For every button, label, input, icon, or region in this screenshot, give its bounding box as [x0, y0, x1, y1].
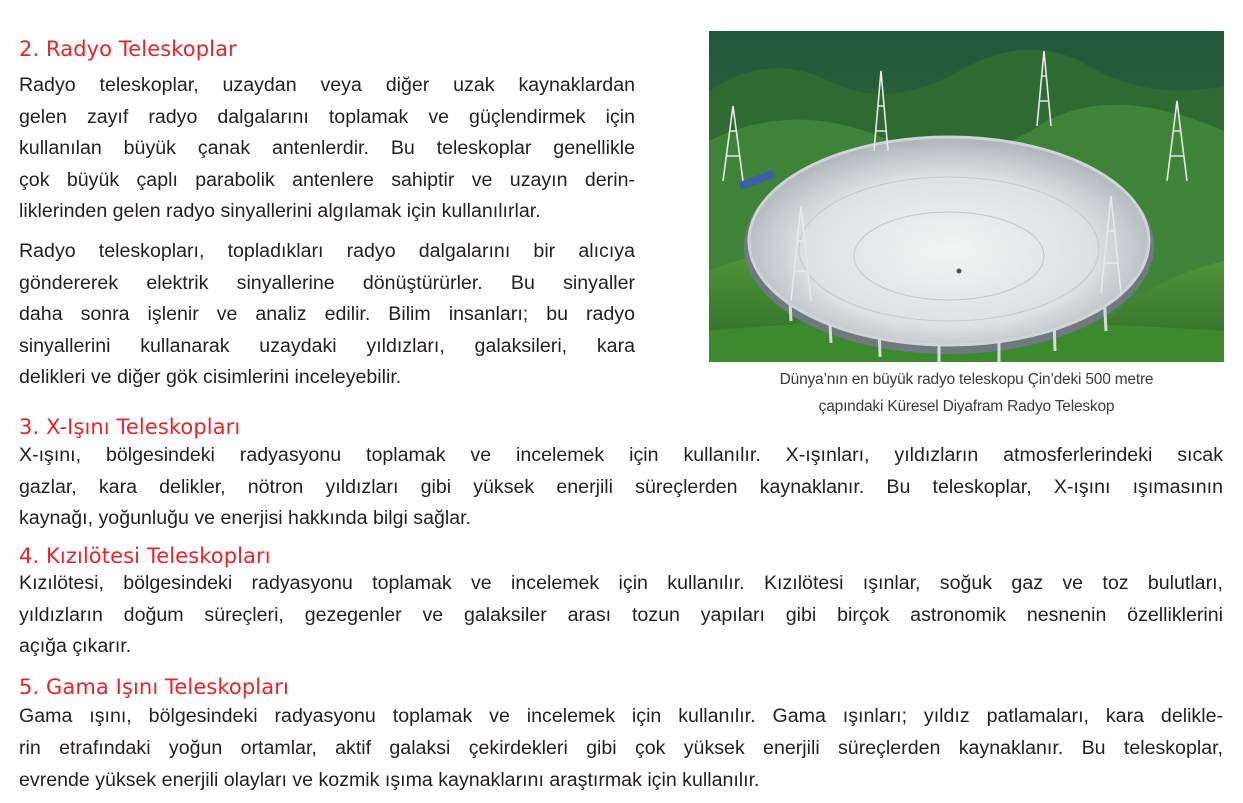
text-line: Kızılötesi, bölgesindeki radyasyonu toplamak ve incelemek için kullanılır. Kızılötesi ışınlar, soğuk gaz ve toz bulutları, [19, 572, 1223, 594]
caption-line: Dünya’nın en büyük radyo teleskopu Çin’deki 500 metre [779, 371, 1154, 388]
text-line: gazlar, kara delikler, nötron yıldızları gibi yüksek enerjili süreçlerden kaynaklanır. Bu teleskoplar, X-ışını ışımasının [19, 475, 1223, 498]
text-line: kullanılan büyük çanak antenlerdir. Bu teleskoplar genellikle [19, 137, 635, 160]
paragraph-infrared [19, 568, 1223, 663]
paragraph-radio-1 [19, 70, 635, 228]
text-line: delikleri ve diğer gök cisimlerini inceleyebilir. [19, 366, 402, 389]
text-line: X-ışını, bölgesindeki radyasyonu toplamak ve incelemek için kullanılır. X-ışınları, yıldızların atmosferlerindeki sıcak [19, 444, 1223, 466]
text-line: sinyallerini kullanarak uzaydaki yıldızları, galaksileri, kara [19, 334, 635, 357]
figure-caption [709, 366, 1224, 420]
text-line: gelen zayıf radyo dalgalarını toplamak ve güçlendirmek için [19, 105, 635, 128]
text-line: liklerinden gelen radyo sinyallerini algılamak için kullanılırlar. [19, 200, 541, 223]
caption-line: çapındaki Küresel Diyafram Radyo Teleskop [818, 398, 1115, 415]
text-line: rin etrafındaki yoğun ortamlar, aktif galaksi çekirdekleri gibi çok yüksek enerjili süreçlerden kaynaklanır. Bu teleskoplar, [19, 737, 1223, 759]
heading-radio-telescopes: 2. Radyo Teleskoplar [19, 37, 237, 61]
text-line: Radyo teleskoplar, uzaydan veya diğer uzak kaynaklardan [19, 74, 635, 96]
text-line: çok büyük çaplı parabolik antenlere sahiptir ve uzayın derin- [19, 168, 635, 191]
paragraph-gamma [19, 700, 1223, 796]
text-line: yıldızların doğum süreçleri, gezegenler ve galaksiler arası tozun yapıları gibi birçok astronomik nesnenin özelliklerini [19, 603, 1223, 626]
text-line: evrende yüksek enerjili olayları ve kozmik ışıma kaynaklarını araştırmak için kullanılır. [19, 769, 760, 791]
heading-infrared-telescopes: 4. Kızılötesi Teleskopları [19, 544, 271, 568]
paragraph-radio-2 [19, 236, 635, 394]
telescope-photo [709, 31, 1224, 362]
heading-gamma-telescopes: 5. Gama Işını Teleskopları [19, 675, 289, 699]
heading-xray-telescopes: 3. X-Işını Teleskopları [19, 415, 241, 439]
paragraph-xray [19, 440, 1223, 535]
text-line: açığa çıkarır. [19, 635, 132, 658]
radio-telescope-illustration [709, 31, 1224, 362]
text-line: daha sonra işlenir ve analiz edilir. Bilim insanları; bu radyo [19, 303, 635, 326]
text-line: Gama ışını, bölgesindeki radyasyonu toplamak ve incelemek için kullanılır. Gama ışınları; yıldız patlamaları, kara delikle- [19, 705, 1223, 727]
text-line: kaynağı, yoğunluğu ve enerjisi hakkında bilgi sağlar. [19, 507, 472, 530]
text-line: Radyo teleskopları, topladıkları radyo dalgalarını bir alıcıya [19, 240, 635, 262]
text-line: göndererek elektrik sinyallerine dönüştürürler. Bu sinyaller [19, 271, 635, 294]
